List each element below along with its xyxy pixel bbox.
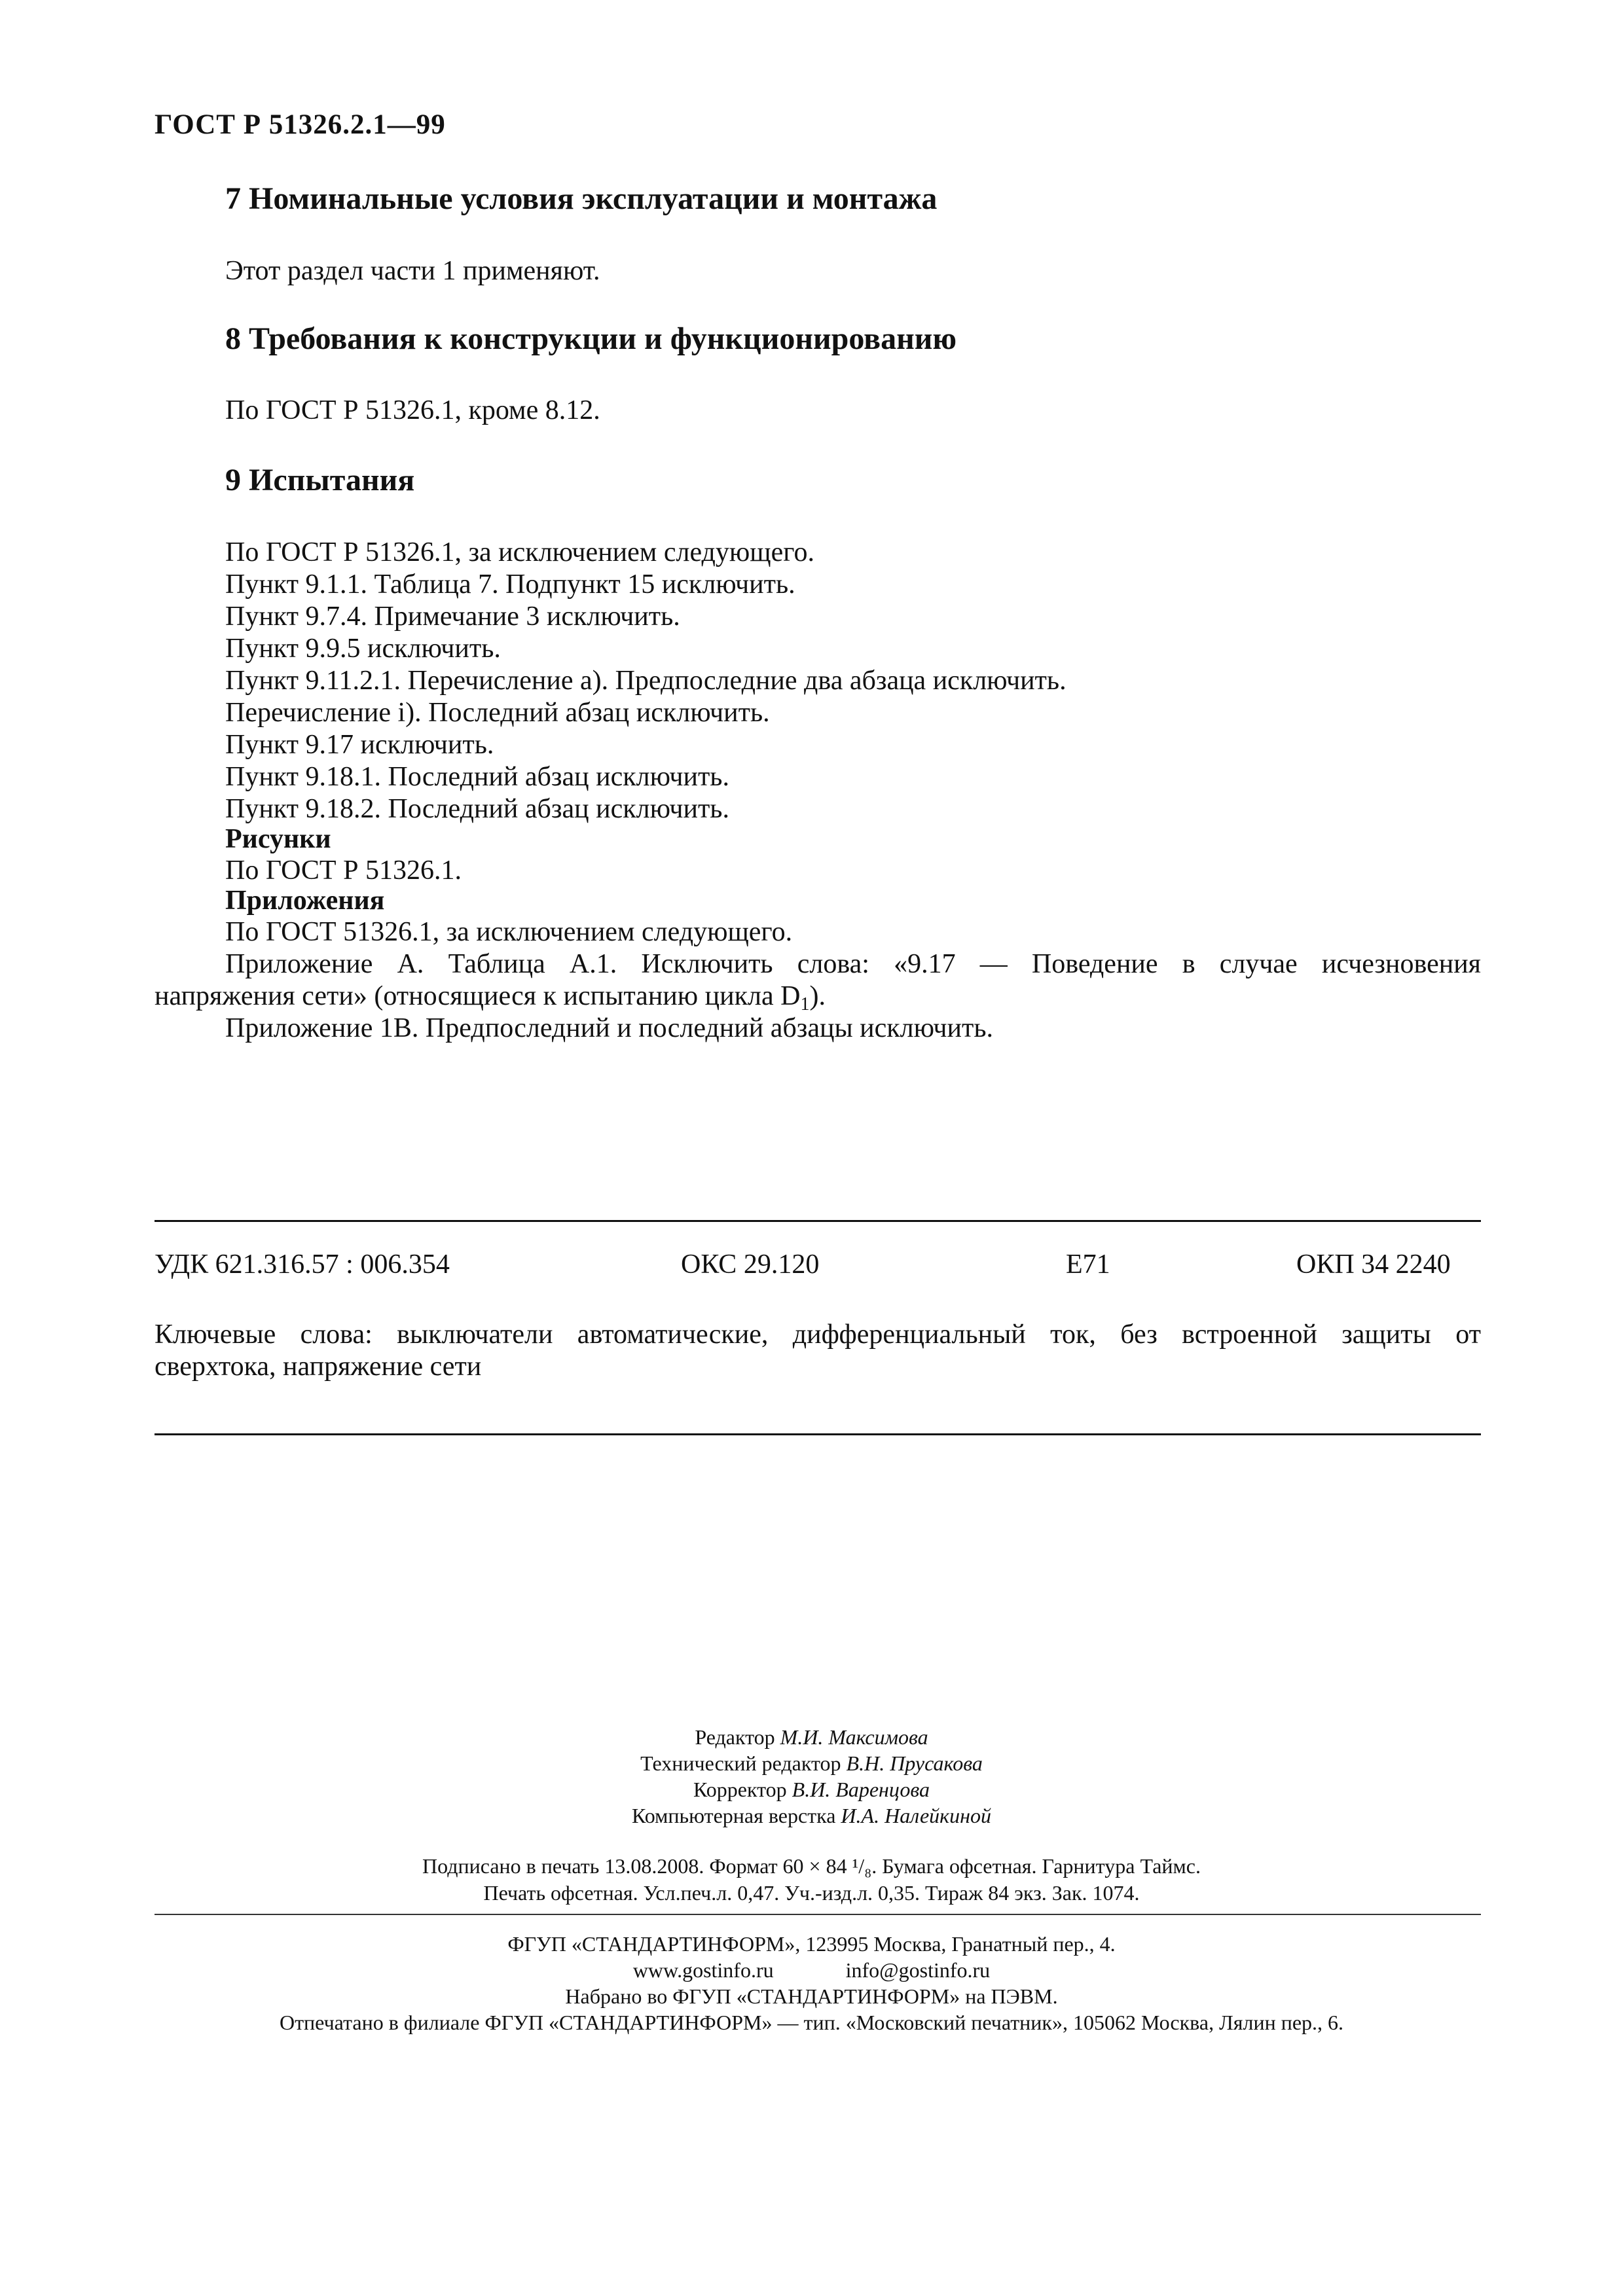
publisher-address: ФГУП «СТАНДАРТИНФОРМ», 123995 Москва, Гранатный пер., 4.	[507, 1932, 1116, 1956]
layout-credit: Компьютерная верстка И.А. Налейкиной	[632, 1804, 991, 1827]
section-9-line: Пункт 9.18.2. Последний абзац исключить.	[225, 794, 729, 824]
divider	[155, 1433, 1481, 1435]
section-7-text: Этот раздел части 1 применяют.	[225, 256, 600, 286]
figures-text: По ГОСТ Р 51326.1.	[225, 855, 462, 886]
okp-code: ОКП 34 2240	[1296, 1249, 1451, 1280]
figures-heading: Рисунки	[225, 824, 331, 854]
divider	[155, 1914, 1481, 1915]
divider	[155, 1220, 1481, 1222]
print-info-line-1: Подписано в печать 13.08.2008. Формат 60 × 84 ¹/₈. Бумага офсетная. Гарнитура Таймс.	[422, 1854, 1201, 1878]
annex-a-line-1: Приложение А. Таблица А.1. Исключить слова: «9.17 — Поведение в случае исчезновения	[225, 949, 1481, 979]
section-9-line: Перечисление i). Последний абзац исключить.	[225, 698, 770, 728]
print-info-line-2: Печать офсетная. Усл.печ.л. 0,47. Уч.-изд.л. 0,35. Тираж 84 экз. Зак. 1074.	[483, 1881, 1140, 1905]
annex-heading: Приложения	[225, 886, 385, 916]
oks-code: ОКС 29.120	[681, 1249, 820, 1280]
keywords-line-1: Ключевые слова: выключатели автоматические, дифференциальный ток, без встроенной защиты от	[155, 1319, 1481, 1350]
editor-credit: Редактор М.И. Максимова	[695, 1725, 928, 1749]
section-9-line: Пункт 9.1.1. Таблица 7. Подпункт 15 исключить.	[225, 569, 795, 600]
printed-note: Отпечатано в филиале ФГУП «СТАНДАРТИНФОРМ» — тип. «Московский печатник», 105062 Москва, Лялин пер., 6.	[279, 2011, 1344, 2034]
section-9-line: Пункт 9.7.4. Примечание 3 исключить.	[225, 601, 680, 632]
annex-1b-text: Приложение 1В. Предпоследний и последний абзацы исключить.	[225, 1013, 994, 1043]
annex-text: По ГОСТ 51326.1, за исключением следующего.	[225, 917, 793, 947]
section-9-line: Пункт 9.9.5 исключить.	[225, 634, 501, 664]
section-7-title: 7 Номинальные условия эксплуатации и монтажа	[225, 181, 938, 216]
tech-editor-credit: Технический редактор В.Н. Прусакова	[640, 1751, 983, 1775]
website-link[interactable]: www.gostinfo.ru	[632, 1958, 774, 1982]
section-9-line: Пункт 9.11.2.1. Перечисление а). Предпоследние два абзаца исключить.	[225, 666, 1067, 696]
section-9-line: По ГОСТ Р 51326.1, за исключением следующего.	[225, 537, 814, 567]
email-link[interactable]: info@gostinfo.ru	[845, 1958, 991, 1982]
section-8-text: По ГОСТ Р 51326.1, кроме 8.12.	[225, 395, 600, 425]
e-code: Е71	[1066, 1249, 1110, 1280]
section-8-title: 8 Требования к конструкции и функционированию	[225, 321, 957, 356]
subscript: 1	[800, 994, 810, 1014]
annex-a-line-2: напряжения сети» (относящиеся к испытанию цикла $D_1$).	[155, 981, 826, 1014]
corrector-credit: Корректор В.И. Варенцова	[693, 1778, 930, 1801]
keywords-line-2: сверхтока, напряжение сети	[155, 1352, 482, 1382]
section-9-line: Пункт 9.18.1. Последний абзац исключить.	[225, 762, 729, 792]
publisher-contacts	[0, 1958, 1623, 1982]
document-code-header: ГОСТ Р 51326.2.1—99	[155, 109, 446, 140]
section-9-title: 9 Испытания	[225, 463, 415, 497]
section-9-line: Пункт 9.17 исключить.	[225, 730, 494, 760]
typeset-note: Набрано во ФГУП «СТАНДАРТИНФОРМ» на ПЭВМ.	[565, 1984, 1058, 2008]
udk-code: УДК 621.316.57 : 006.354	[155, 1249, 450, 1280]
